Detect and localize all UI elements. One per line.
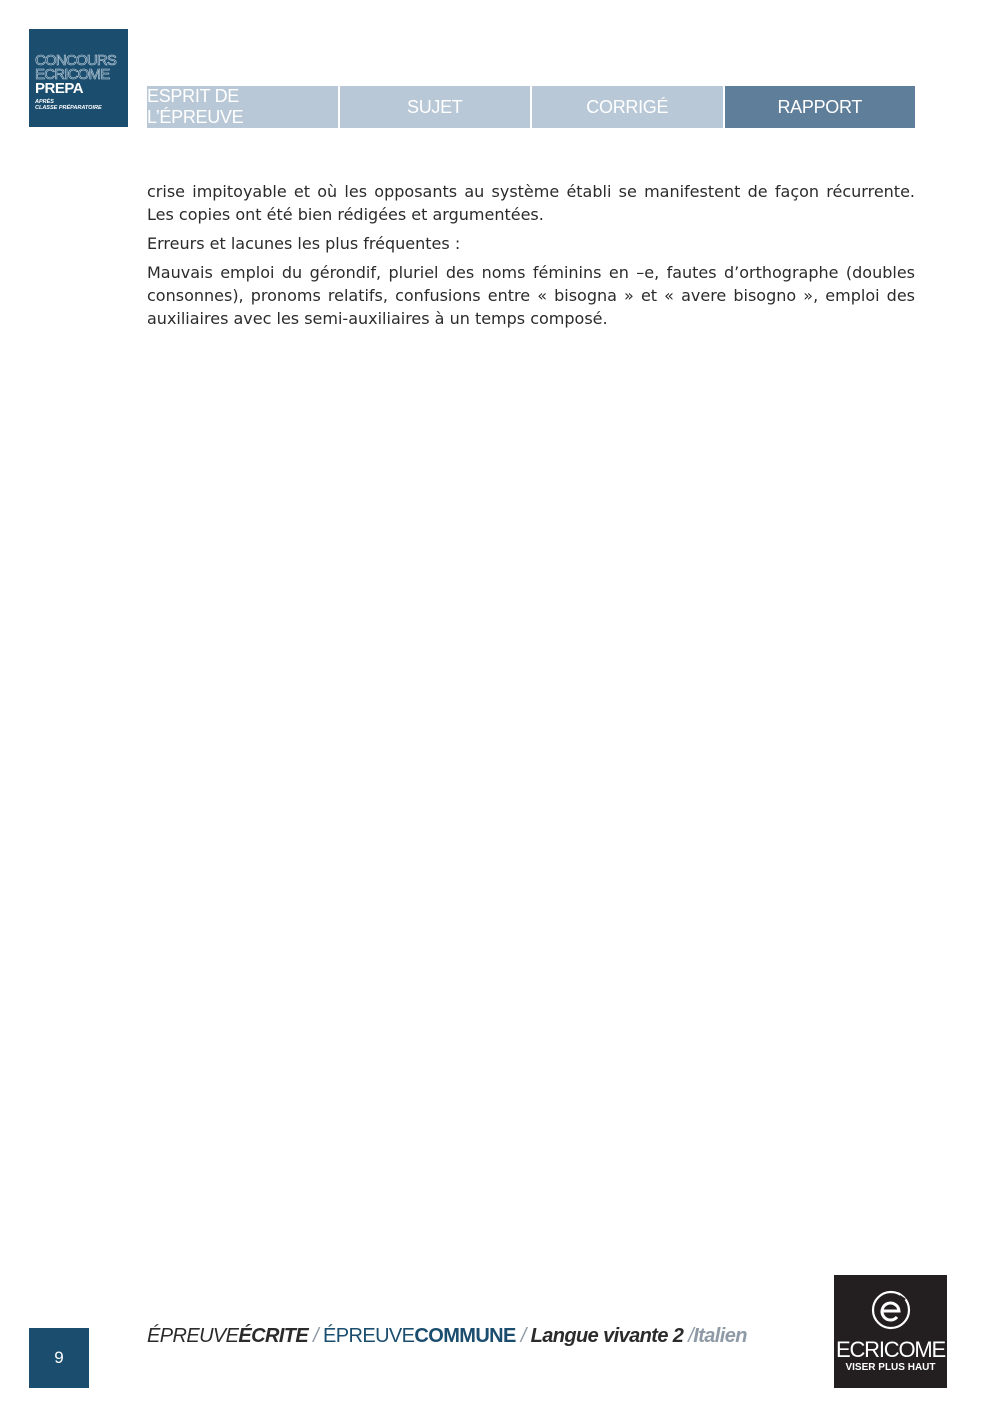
report-body [147, 180, 915, 336]
logo-subtitle-line1: APRÈS [35, 99, 54, 105]
logo-line-ecricome: ECRICOME [35, 66, 110, 83]
paragraph-2: Erreurs et lacunes les plus fréquentes : [147, 234, 461, 253]
section-tabs [147, 86, 915, 128]
tab-sujet[interactable]: SUJET [340, 86, 531, 128]
tab-esprit-de-l-epreuve[interactable]: ESPRIT DE L’ÉPREUVE [147, 86, 338, 128]
paragraph-3: Mauvais emploi du gérondif, pluriel des noms féminins en –e, fautes d’orthographe (doubles consonnes), pronoms relatifs, confusions entre « bisogna » et « avere bisogno », emploi des auxiliaires avec les semi-auxiliaires à un temps composé. [147, 263, 915, 328]
footer-italien: Italien [693, 1325, 747, 1347]
paragraph-1: crise impitoyable et où les opposants au système établi se manifestent de façon récurrente. Les copies ont été bien rédigées et argumentées. [147, 182, 915, 224]
page-number: 9 [29, 1328, 89, 1388]
footer-separator-1: / [308, 1325, 324, 1347]
logo-line-concours: CONCOURS [35, 52, 117, 69]
footer-ecrite: ÉCRITE [238, 1325, 309, 1347]
footer-epreuve: ÉPREUVE [147, 1325, 239, 1347]
logo-subtitle-line2: CLASSE PRÉPARATOIRE [35, 105, 102, 111]
ecricome-emblem-icon [870, 1289, 912, 1331]
tab-rapport[interactable]: RAPPORT [725, 86, 916, 128]
footer-title [147, 1325, 747, 1348]
ecricome-brand-logo [834, 1275, 947, 1388]
footer-separator-2: / [515, 1325, 531, 1347]
tab-corrige[interactable]: CORRIGÉ [532, 86, 723, 128]
footer-commune: COMMUNE [414, 1325, 516, 1347]
logo-subtitle [35, 99, 128, 111]
brand-tagline: VISER PLUS HAUT [845, 1362, 936, 1373]
brand-name: ECRICOME [836, 1337, 945, 1362]
logo-line-prepa: PREPA [35, 80, 84, 97]
footer-separator-3: / [683, 1325, 694, 1347]
footer-langue: Langue vivante 2 [530, 1325, 684, 1347]
concours-logo [29, 29, 128, 127]
footer-epreuve-2: ÉPREUVE [323, 1325, 415, 1347]
